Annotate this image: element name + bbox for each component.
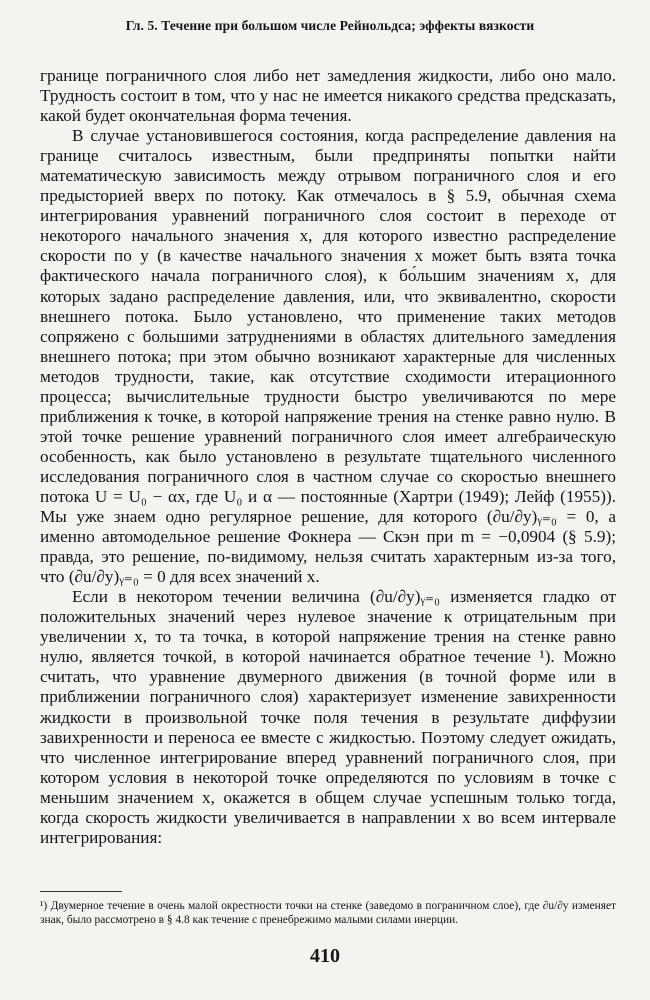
footnote-rule [40,891,122,892]
paragraph-3: Если в некотором течении величина (∂u/∂y)ᵧ₌₀ изменяется гладко от положительных значений через нулевое значение к отрицательным при увеличении x, то та точка, в которой напряжение трения на стенке равно нулю, является точкой, в которой начинается обратное течение ¹). Можно считать, что уравнение двумерного движения (в точной форме или в приближении пограничного слоя) характеризует изменение завихренности жидкости в произвольной точке поля течения в результате диффузии завихренности и переноса ее вместе с жидкостью. Поэтому следует ожидать, что численное интегрирование вперед уравнений пограничного слоя, при котором условия в некоторой точке определяются по условиям в точке с меньшим значением x, окажется в общем случае успешным только тогда, когда скорость жидкости увеличивается в направлении x во всем интервале интегрирования: [40,587,616,847]
running-head: Гл. 5. Течение при большом числе Рейнольдса; эффекты вязкости [125,18,535,33]
paragraph-2: В случае установившегося состояния, когда распределение давления на границе считалось известным, были предприняты попытки найти математическую зависимость между отрывом пограничного слоя и его предысторией вверх по потоку. Как отмечалось в § 5.9, обычная схема интегрирования уравнений пограничного слоя состоит в переходе от некоторого начального значения x, для которого известно распределение скорости по y (в качестве начального значения x может быть взята точка фактического начала пограничного слоя), к бо́льшим значениям x, для которых задано распределение давления, или, что эквивалентно, скорости внешнего потока. Было установлено, что применение таких методов сопряжено с большими затруднениями в областях длительного замедления внешнего потока; при этом обычно возникают характерные для численных методов трудности, такие, как отсутствие сходимости итерационного процесса; вычислительные трудности быстро увеличиваются по мере приближения к точке, в которой напряжение трения на стенке равно нулю. В этой точке решение уравнений пограничного слоя имеет алгебраическую особенность, как было установлено в результате тщательного численного исследования пограничного слоя в частном случае со скоростью внешнего потока U = U₀ − αx, где U₀ и α — постоянные (Хартри (1949); Лейф (1955)). Мы уже знаем одно регулярное решение, для которого (∂u/∂y)ᵧ₌₀ = 0, а именно автомодельное решение Фокнера — Скэн при m = −0,0904 (§ 5.9); правда, это решение, по-видимому, нельзя считать характерным из-за того, что (∂u/∂y)ᵧ₌₀ = 0 для всех значений x. [40,126,616,587]
paragraph-1: границе пограничного слоя либо нет замедления жидкости, либо оно мало. Трудность состоит в том, что у нас не имеется никакого средства предсказать, какой будет окончательная форма течения. [40,66,616,126]
footnote-1: ¹) Двумерное течение в очень малой окрестности точки на стенке (заведомо в пограничном слое), где ∂u/∂y изменяет знак, было рассмотрено в § 4.8 как течение с пренебрежимо малыми силами инерции. [40,900,616,926]
page-number: 410 [310,945,340,967]
main-text [40,66,616,848]
footnote-area [40,891,616,927]
